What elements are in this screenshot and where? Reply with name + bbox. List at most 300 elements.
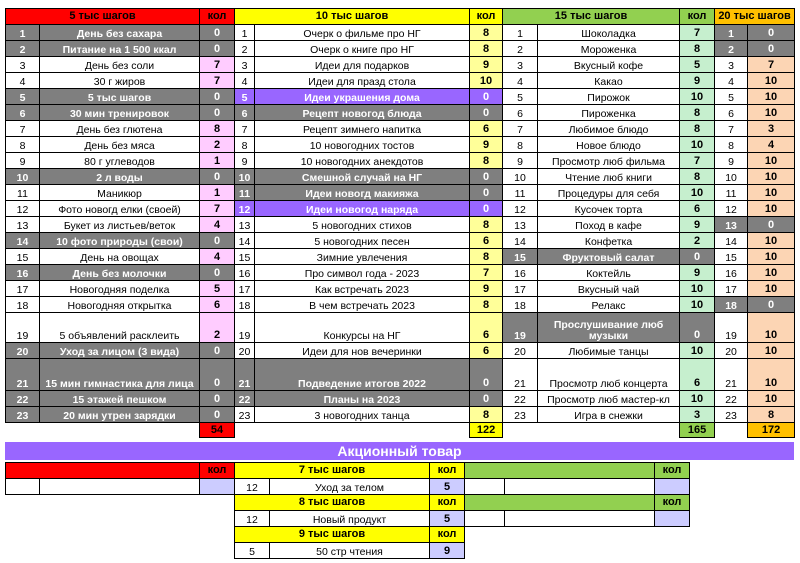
section-15k-title: 15 тыс шагов: [503, 9, 680, 25]
promo-7k-name: Уход за телом: [270, 479, 430, 495]
task-10k-kol: 6: [470, 313, 503, 343]
task-20k-number: 21: [715, 359, 748, 391]
task-5k-kol: 4: [200, 249, 235, 265]
task-5k-kol: 0: [200, 25, 235, 41]
promo-green-name: [505, 479, 655, 495]
spacer: [715, 423, 748, 438]
task-5k-number: 3: [6, 57, 40, 73]
total-10k: 122: [470, 423, 503, 438]
promo-green-v: [655, 479, 690, 495]
task-20k-kol: 10: [748, 73, 795, 89]
task-10k-number: 22: [235, 391, 255, 407]
totals-row: [6, 423, 795, 438]
task-5k-name: 2 л воды: [40, 169, 200, 185]
table-row: [6, 297, 795, 313]
task-20k-number: 15: [715, 249, 748, 265]
table-row: [6, 73, 795, 89]
task-15k-name: Новое блюдо: [538, 137, 680, 153]
task-10k-kol: 8: [470, 297, 503, 313]
task-20k-number: 13: [715, 217, 748, 233]
spacer: [6, 423, 200, 438]
task-10k-kol: 9: [470, 57, 503, 73]
task-15k-number: 8: [503, 137, 538, 153]
promo-9k-name: 50 стр чтения: [270, 543, 430, 559]
promo-9k-header: [6, 527, 795, 543]
task-5k-name: День без молочки: [40, 265, 200, 281]
section-5k-kol: кол: [200, 9, 235, 25]
task-15k-number: 4: [503, 73, 538, 89]
promo-green2-n: [465, 511, 505, 527]
task-15k-kol: 0: [680, 249, 715, 265]
section-20k-title: 20 тыс шагов: [715, 9, 795, 25]
table-row: [6, 249, 795, 265]
table-row: [6, 313, 795, 343]
table-row: [6, 281, 795, 297]
main-table: [5, 8, 795, 438]
task-10k-name: Идеи украшения дома: [255, 89, 470, 105]
task-10k-name: 10 новогодних анекдотов: [255, 153, 470, 169]
task-15k-kol: 10: [680, 137, 715, 153]
task-10k-number: 7: [235, 121, 255, 137]
task-15k-name: Релакс: [538, 297, 680, 313]
task-5k-kol: 5: [200, 281, 235, 297]
task-5k-kol: 0: [200, 407, 235, 423]
task-5k-number: 2: [6, 41, 40, 57]
total-20k: 172: [748, 423, 795, 438]
task-10k-kol: 10: [470, 73, 503, 89]
task-5k-kol: 4: [200, 217, 235, 233]
task-20k-number: 20: [715, 343, 748, 359]
task-10k-number: 1: [235, 25, 255, 41]
task-15k-name: Пироженка: [538, 105, 680, 121]
table-row: [6, 121, 795, 137]
promo-green-n: [465, 479, 505, 495]
task-15k-name: Любимое блюдо: [538, 121, 680, 137]
task-5k-number: 19: [6, 313, 40, 343]
task-15k-name: Поход в кафе: [538, 217, 680, 233]
task-5k-number: 5: [6, 89, 40, 105]
task-15k-kol: 9: [680, 73, 715, 89]
task-5k-name: День без сахара: [40, 25, 200, 41]
section-5k-title: 5 тыс шагов: [6, 9, 200, 25]
task-5k-number: 10: [6, 169, 40, 185]
task-15k-number: 6: [503, 105, 538, 121]
task-10k-number: 2: [235, 41, 255, 57]
promo-banner: Акционный товар: [5, 442, 794, 460]
task-15k-number: 12: [503, 201, 538, 217]
task-15k-number: 2: [503, 41, 538, 57]
task-15k-name: Коктейль: [538, 265, 680, 281]
promo-7k-kol: кол: [430, 463, 465, 479]
task-10k-name: Планы на 2023: [255, 391, 470, 407]
task-5k-name: 20 мин утрен зарядки: [40, 407, 200, 423]
task-5k-kol: 6: [200, 297, 235, 313]
task-10k-number: 10: [235, 169, 255, 185]
spacer: [690, 511, 795, 527]
task-15k-name: Мороженка: [538, 41, 680, 57]
task-15k-number: 1: [503, 25, 538, 41]
total-5k: 54: [200, 423, 235, 438]
table-row: [6, 105, 795, 121]
task-10k-number: 20: [235, 343, 255, 359]
task-20k-number: 11: [715, 185, 748, 201]
promo-9k-kol: кол: [430, 527, 465, 543]
promo-8k-n: 12: [235, 511, 270, 527]
task-20k-kol: 10: [748, 359, 795, 391]
task-5k-kol: 0: [200, 391, 235, 407]
task-15k-name: Процедуры для себя: [538, 185, 680, 201]
task-20k-kol: 3: [748, 121, 795, 137]
table-row: [6, 265, 795, 281]
table-row: [6, 41, 795, 57]
task-10k-kol: 8: [470, 217, 503, 233]
promo-9k-v: 9: [430, 543, 465, 559]
task-5k-number: 20: [6, 343, 40, 359]
task-10k-kol: 8: [470, 153, 503, 169]
task-5k-name: Фото новогд елки (своей): [40, 201, 200, 217]
task-5k-number: 4: [6, 73, 40, 89]
task-5k-name: Питание на 1 500 ккал: [40, 41, 200, 57]
task-10k-kol: 9: [470, 137, 503, 153]
task-20k-kol: 10: [748, 265, 795, 281]
task-10k-kol: 0: [470, 359, 503, 391]
spacer: [6, 543, 235, 559]
promo-red-name: [40, 479, 200, 495]
task-10k-number: 13: [235, 217, 255, 233]
task-15k-number: 21: [503, 359, 538, 391]
task-15k-kol: 10: [680, 391, 715, 407]
table-row: [6, 89, 795, 105]
task-5k-name: 10 фото природы (свои): [40, 233, 200, 249]
section-15k-kol: кол: [680, 9, 715, 25]
table-row: [6, 185, 795, 201]
task-20k-kol: 10: [748, 105, 795, 121]
task-15k-name: Чтение люб книги: [538, 169, 680, 185]
table-row: [6, 343, 795, 359]
task-10k-name: Как встречать 2023: [255, 281, 470, 297]
task-20k-kol: 0: [748, 25, 795, 41]
task-20k-kol: 8: [748, 407, 795, 423]
table-row: [6, 137, 795, 153]
header-row: [6, 9, 795, 25]
task-15k-kol: 6: [680, 359, 715, 391]
task-15k-kol: 10: [680, 281, 715, 297]
task-20k-number: 16: [715, 265, 748, 281]
task-15k-kol: 10: [680, 297, 715, 313]
task-15k-kol: 5: [680, 57, 715, 73]
promo-8k-kol: кол: [430, 495, 465, 511]
spacer: [503, 423, 680, 438]
task-20k-kol: 10: [748, 185, 795, 201]
task-5k-kol: 0: [200, 105, 235, 121]
task-15k-kol: 6: [680, 201, 715, 217]
task-20k-number: 4: [715, 73, 748, 89]
task-15k-number: 9: [503, 153, 538, 169]
task-15k-number: 17: [503, 281, 538, 297]
task-15k-name: Шоколадка: [538, 25, 680, 41]
section-10k-kol: кол: [470, 9, 503, 25]
task-15k-kol: 9: [680, 265, 715, 281]
task-5k-name: 30 мин тренировок: [40, 105, 200, 121]
task-20k-number: 9: [715, 153, 748, 169]
task-20k-kol: 0: [748, 297, 795, 313]
task-20k-kol: 10: [748, 281, 795, 297]
task-10k-kol: 8: [470, 41, 503, 57]
total-15k: 165: [680, 423, 715, 438]
task-20k-number: 18: [715, 297, 748, 313]
promo-9k-n: 5: [235, 543, 270, 559]
task-20k-kol: 0: [748, 41, 795, 57]
task-15k-name: Фруктовый салат: [538, 249, 680, 265]
task-10k-kol: 0: [470, 105, 503, 121]
task-10k-kol: 6: [470, 121, 503, 137]
task-5k-number: 16: [6, 265, 40, 281]
task-10k-kol: 6: [470, 233, 503, 249]
task-5k-number: 23: [6, 407, 40, 423]
promo-9k-title: 9 тыс шагов: [235, 527, 430, 543]
task-15k-name: Просмотр люб фильма: [538, 153, 680, 169]
task-20k-number: 5: [715, 89, 748, 105]
task-10k-name: Конкурсы на НГ: [255, 313, 470, 343]
task-20k-kol: 10: [748, 343, 795, 359]
spacer: [690, 479, 795, 495]
table-row: [6, 233, 795, 249]
task-10k-number: 19: [235, 313, 255, 343]
promo-red-kol: кол: [200, 463, 235, 479]
task-10k-kol: 8: [470, 25, 503, 41]
promo-green2-kol: кол: [655, 495, 690, 511]
task-10k-kol: 0: [470, 89, 503, 105]
task-5k-name: 15 мин гимнастика для лица: [40, 359, 200, 391]
task-5k-number: 22: [6, 391, 40, 407]
task-5k-name: Маникюр: [40, 185, 200, 201]
task-10k-kol: 0: [470, 391, 503, 407]
task-10k-name: Подведение итогов 2022: [255, 359, 470, 391]
task-5k-kol: 2: [200, 137, 235, 153]
task-5k-number: 21: [6, 359, 40, 391]
task-20k-kol: 10: [748, 313, 795, 343]
task-15k-kol: 7: [680, 153, 715, 169]
spacer: [6, 527, 235, 543]
task-5k-name: Уход за лицом (3 вида): [40, 343, 200, 359]
section-10k-title: 10 тыс шагов: [235, 9, 470, 25]
task-10k-name: Идеи для подарков: [255, 57, 470, 73]
task-10k-number: 11: [235, 185, 255, 201]
task-20k-number: 8: [715, 137, 748, 153]
task-5k-kol: 7: [200, 201, 235, 217]
table-row: [6, 169, 795, 185]
task-10k-number: 8: [235, 137, 255, 153]
task-15k-kol: 8: [680, 41, 715, 57]
task-10k-name: Зимние увлечения: [255, 249, 470, 265]
task-10k-number: 9: [235, 153, 255, 169]
task-15k-name: Игра в снежки: [538, 407, 680, 423]
task-15k-kol: 0: [680, 313, 715, 343]
task-10k-number: 16: [235, 265, 255, 281]
promo-7k-v: 5: [430, 479, 465, 495]
task-20k-kol: 7: [748, 57, 795, 73]
task-20k-number: 2: [715, 41, 748, 57]
task-10k-number: 14: [235, 233, 255, 249]
task-5k-kol: 0: [200, 89, 235, 105]
task-15k-number: 10: [503, 169, 538, 185]
task-10k-name: Очерк о фильме про НГ: [255, 25, 470, 41]
promo-green2-title: [465, 495, 655, 511]
task-5k-kol: 7: [200, 57, 235, 73]
task-15k-kol: 10: [680, 89, 715, 105]
task-15k-kol: 2: [680, 233, 715, 249]
task-15k-name: Конфетка: [538, 233, 680, 249]
task-20k-kol: 10: [748, 391, 795, 407]
task-10k-name: В чем встречать 2023: [255, 297, 470, 313]
table-row: [6, 391, 795, 407]
task-15k-kol: 9: [680, 217, 715, 233]
spacer: [465, 527, 795, 543]
task-15k-kol: 10: [680, 343, 715, 359]
task-15k-kol: 3: [680, 407, 715, 423]
task-5k-number: 9: [6, 153, 40, 169]
task-15k-number: 18: [503, 297, 538, 313]
task-5k-number: 8: [6, 137, 40, 153]
task-15k-name: Какао: [538, 73, 680, 89]
promo-red-v: [200, 479, 235, 495]
task-10k-kol: 0: [470, 185, 503, 201]
task-10k-kol: 8: [470, 407, 503, 423]
promo-8k-header: [6, 495, 795, 511]
task-10k-name: Идеи новогд макияжа: [255, 185, 470, 201]
task-5k-number: 17: [6, 281, 40, 297]
task-10k-number: 23: [235, 407, 255, 423]
task-20k-number: 7: [715, 121, 748, 137]
task-5k-kol: 0: [200, 233, 235, 249]
task-10k-kol: 0: [470, 201, 503, 217]
task-15k-number: 13: [503, 217, 538, 233]
table-row: [6, 407, 795, 423]
task-20k-number: 1: [715, 25, 748, 41]
task-15k-number: 15: [503, 249, 538, 265]
promo-7k-n: 12: [235, 479, 270, 495]
task-10k-name: 5 новогодних песен: [255, 233, 470, 249]
task-10k-number: 3: [235, 57, 255, 73]
task-10k-number: 21: [235, 359, 255, 391]
task-5k-name: 30 г жиров: [40, 73, 200, 89]
task-5k-kol: 0: [200, 41, 235, 57]
task-5k-number: 13: [6, 217, 40, 233]
promo-8k-v: 5: [430, 511, 465, 527]
promo-green-title: [465, 463, 655, 479]
task-15k-kol: 8: [680, 169, 715, 185]
task-20k-number: 14: [715, 233, 748, 249]
task-5k-kol: 8: [200, 121, 235, 137]
promo-green-kol: кол: [655, 463, 690, 479]
task-10k-name: Рецепт новогод блюда: [255, 105, 470, 121]
task-5k-number: 15: [6, 249, 40, 265]
task-15k-number: 11: [503, 185, 538, 201]
promo-row-1: [6, 479, 795, 495]
task-20k-number: 23: [715, 407, 748, 423]
spacer: [6, 495, 235, 511]
task-10k-name: Про символ года - 2023: [255, 265, 470, 281]
task-5k-number: 12: [6, 201, 40, 217]
task-20k-kol: 10: [748, 89, 795, 105]
spacer: [690, 463, 795, 479]
task-10k-number: 15: [235, 249, 255, 265]
promo-table: [5, 462, 795, 559]
task-20k-number: 10: [715, 169, 748, 185]
task-15k-name: Просмотр люб мастер-кл: [538, 391, 680, 407]
promo-red-n: [6, 479, 40, 495]
task-5k-kol: 0: [200, 169, 235, 185]
task-10k-name: 5 новогодних стихов: [255, 217, 470, 233]
task-10k-number: 6: [235, 105, 255, 121]
task-15k-number: 22: [503, 391, 538, 407]
task-10k-number: 5: [235, 89, 255, 105]
task-15k-kol: 10: [680, 185, 715, 201]
task-10k-number: 4: [235, 73, 255, 89]
task-5k-number: 11: [6, 185, 40, 201]
promo-red-title: [6, 463, 200, 479]
task-10k-name: Смешной случай на НГ: [255, 169, 470, 185]
task-5k-kol: 0: [200, 359, 235, 391]
task-20k-number: 12: [715, 201, 748, 217]
task-10k-kol: 0: [470, 169, 503, 185]
task-10k-kol: 6: [470, 343, 503, 359]
table-row: [6, 57, 795, 73]
promo-green2-name: [505, 511, 655, 527]
task-15k-name: Прослушивание люб музыки: [538, 313, 680, 343]
task-10k-name: Рецепт зимнего напитка: [255, 121, 470, 137]
task-10k-number: 17: [235, 281, 255, 297]
task-5k-name: 5 тыс шагов: [40, 89, 200, 105]
task-10k-name: Очерк о книге про НГ: [255, 41, 470, 57]
task-15k-name: Любимые танцы: [538, 343, 680, 359]
task-5k-name: День без соли: [40, 57, 200, 73]
task-20k-number: 17: [715, 281, 748, 297]
task-5k-number: 1: [6, 25, 40, 41]
task-20k-kol: 10: [748, 153, 795, 169]
task-20k-kol: 10: [748, 169, 795, 185]
promo-7k-title: 7 тыс шагов: [235, 463, 430, 479]
task-15k-number: 5: [503, 89, 538, 105]
task-5k-kol: 2: [200, 313, 235, 343]
task-20k-number: 19: [715, 313, 748, 343]
table-row: [6, 217, 795, 233]
spacer: [6, 511, 235, 527]
task-20k-number: 6: [715, 105, 748, 121]
promo-8k-name: Новый продукт: [270, 511, 430, 527]
task-15k-name: Просмотр люб концерта: [538, 359, 680, 391]
task-15k-number: 7: [503, 121, 538, 137]
task-15k-name: Пирожок: [538, 89, 680, 105]
task-5k-name: 80 г углеводов: [40, 153, 200, 169]
task-10k-kol: 8: [470, 249, 503, 265]
table-row: [6, 201, 795, 217]
task-20k-kol: 10: [748, 249, 795, 265]
task-10k-name: Идеи для празд стола: [255, 73, 470, 89]
task-5k-name: Новогодняя открытка: [40, 297, 200, 313]
task-5k-kol: 0: [200, 343, 235, 359]
task-5k-kol: 7: [200, 73, 235, 89]
task-5k-kol: 1: [200, 185, 235, 201]
spacer: [465, 543, 795, 559]
task-15k-kol: 8: [680, 105, 715, 121]
task-15k-number: 14: [503, 233, 538, 249]
spacer: [690, 495, 795, 511]
task-5k-number: 14: [6, 233, 40, 249]
task-20k-kol: 10: [748, 201, 795, 217]
task-15k-name: Кусочек торта: [538, 201, 680, 217]
task-20k-number: 22: [715, 391, 748, 407]
